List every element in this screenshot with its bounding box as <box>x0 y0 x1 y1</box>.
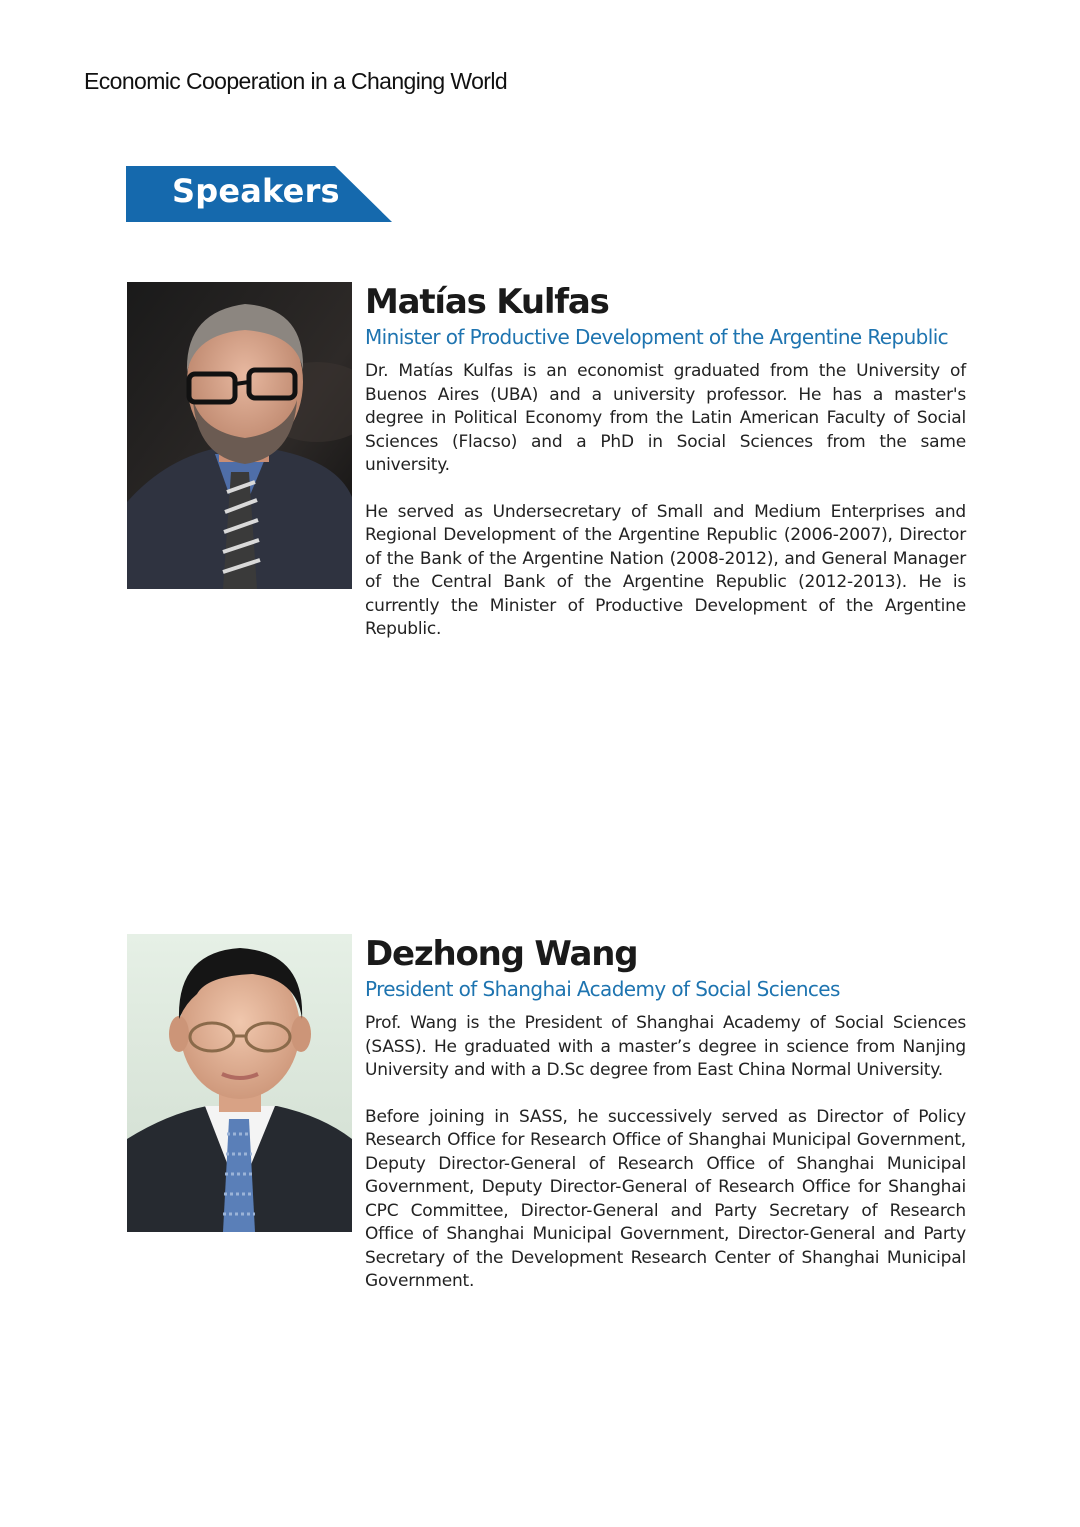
speaker-photo <box>127 934 352 1232</box>
speaker-role: President of Shanghai Academy of Social Sciences <box>365 977 840 1001</box>
speaker-bio-paragraph: Prof. Wang is the President of Shanghai Academy of Social Sciences (SASS). He graduated with a master’s degree in science from Nanjing University and with a D.Sc degree from East China Normal University. <box>365 1013 966 1080</box>
speaker-name: Matías Kulfas <box>365 282 609 322</box>
speaker-photo <box>127 282 352 589</box>
speaker-portrait <box>127 934 352 1232</box>
speaker-name: Dezhong Wang <box>365 934 638 974</box>
running-header: Economic Cooperation in a Changing World <box>84 68 508 94</box>
section-title: Speakers <box>172 172 340 210</box>
speaker-bio-paragraph: He served as Undersecretary of Small and Medium Enterprises and Regional Development of the Argentine Republic (2006-2007), Director of the Bank of the Argentine Nation (2008-2012), and General Manager of the Central Bank of the Argentine Republic (2012-2013). He is currently the Minister of Productive Development of the Argentine Republic. <box>365 501 966 639</box>
speaker-info <box>365 934 966 1317</box>
section-banner <box>126 166 392 222</box>
speaker-bio-paragraph: Before joining in SASS, he successively served as Director of Policy Research Office for Research Office of Shanghai Municipal Government, Deputy Director-General of Research Office of Shanghai Municipal Government, Deputy Director-General of Research Office for Shanghai CPC Committee, Director-General and Party Secretary of Research Office of Shanghai Municipal Government, Director-General and Party Secretary of the Development Research Center of Shanghai Municipal Government. <box>365 1106 966 1291</box>
speaker-portrait <box>127 282 352 589</box>
speaker-info <box>365 282 966 665</box>
speaker-bio-paragraph: Dr. Matías Kulfas is an economist graduated from the University of Buenos Aires (UBA) and a university professor. He has a master's degree in Political Economy from the Latin American Faculty of Social Sciences (Flacso) and a PhD in Social Sciences from the same university. <box>365 361 966 475</box>
speaker-role: Minister of Productive Development of the Argentine Republic <box>365 325 949 349</box>
